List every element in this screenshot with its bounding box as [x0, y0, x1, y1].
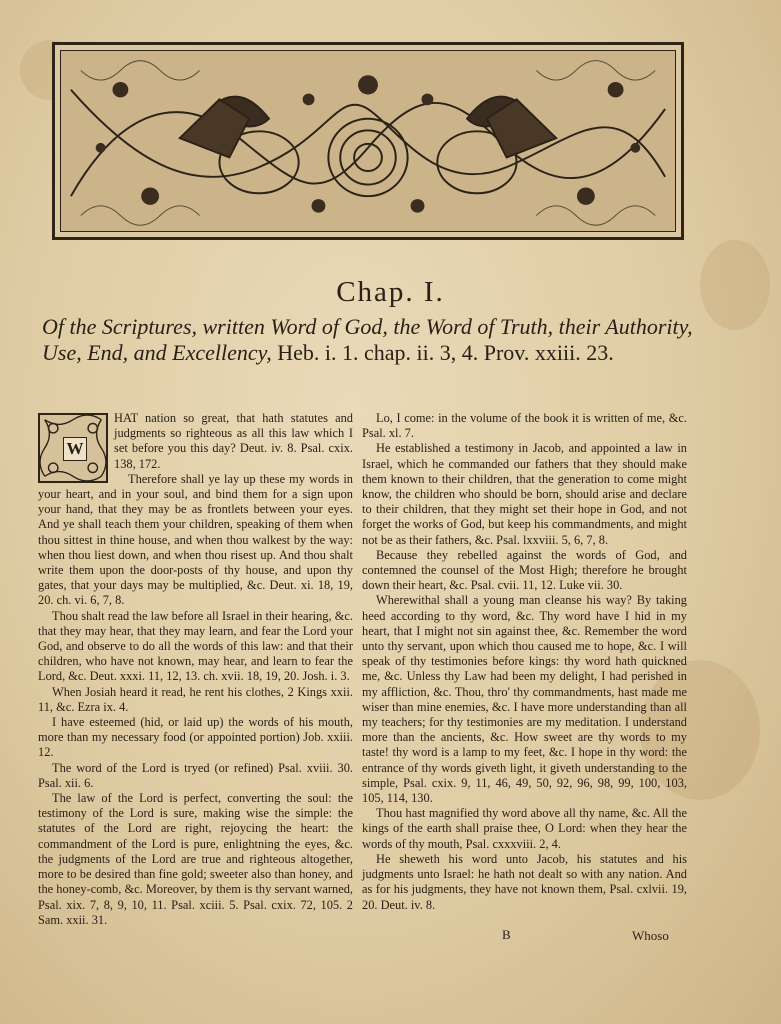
chapter-title: Chap. I. [336, 276, 445, 308]
paragraph: He sheweth his word unto Jacob, his statutes and his judgments unto Israel: he hath not dealt so with any nation. And as for his judgments, they have not known them, Psal. cxlvii. 19, 20. Deut. iv. 8. [362, 851, 687, 912]
catchword: Whoso [632, 928, 669, 943]
paragraph: The law of the Lord is perfect, converting the soul: the testimony of the Lord is sure, making wise the simple: the statutes of the Lord are right, rejoycing the heart: the commandment of the Lord is pure, enlightning the eyes, &c. the judgments of the Lord are true and righteous altogether, more to be desired than fine gold; sweeter also than honey, and the honey-comb, &c. Moreover, by them is thy servant warned, Psal. xix. 7, 8, 9, 10, 11. Psal. xciii. 5. Psal. cxix. 72, 105. 2 Sam. xxii. 31. [38, 791, 353, 927]
subtitle-italic: Of the Scriptures, written Word of God, the Word of Truth, their Authority, Use, End, and Excellency, [42, 314, 693, 365]
paragraph: Therefore shall ye lay up these my words in your heart, and in your soul, and bind them for a sign upon your hand, that they may be as frontlets between your eyes. And ye shall teach them your children, speaking of them when thou sittest in thine house, and when thou walkest by the way: when thou liest down, and when thou risest up. And thou shalt write them upon the door-posts of thy house, and upon thy gates, that your days may be multiplied, &c. Deut. xi. 18, 19, 20. ch. vi. 6, 7, 8. [38, 471, 353, 608]
initial-letter: W [63, 437, 87, 461]
signature-mark: B [502, 927, 511, 942]
left-column [38, 411, 353, 928]
paragraph: Because they rebelled against the words of God, and contemned the counsel of the Most High; therefore he brought down their heart, &c. Psal. cvii. 11, 12. Luke vii. 30. [362, 547, 687, 593]
headpiece-ornament [61, 51, 675, 231]
decorative-initial [38, 413, 108, 483]
subtitle-references: Heb. i. 1. chap. ii. 3, 4. Prov. xxiii. 23. [277, 340, 614, 365]
paragraph: Thou hast magnified thy word above all thy name, &c. All the kings of the earth shall praise thee, O Lord: when they hear the words of thy mouth, Psal. cxxxviii. 2, 4. [362, 806, 687, 851]
chapter-subtitle [42, 314, 732, 366]
paragraph: HAT nation so great, that hath statutes and judgments so righteous as all this law which I set before you this day? Deut. iv. 8. Psal. cxix. 138, 172. [114, 411, 353, 471]
right-column [362, 411, 687, 913]
paragraph: I have esteemed (hid, or laid up) the words of his mouth, more than my necessary food (or appointed portion) Job. xxiii. 12. [38, 715, 353, 760]
paragraph: Lo, I come: in the volume of the book it is written of me, &c. Psal. xl. 7. [362, 411, 687, 441]
engraved-headpiece [52, 42, 684, 240]
paragraph: He established a testimony in Jacob, and appointed a law in Israel, which he commanded our fathers that they should make them known to their children, that the generation to come might know, the children who should be born, should arise and declare to their children, that they might set their hope in God, and not forget the works of God, but keep his commandments, and might not be as their fathers, &c. Psal. lxxviii. 5, 6, 7, 8. [362, 441, 687, 547]
paragraph: The word of the Lord is tryed (or refined) Psal. xviii. 30. Psal. xii. 6. [38, 760, 353, 790]
paragraph: Wherewithal shall a young man cleanse his way? By taking heed according to thy word, &c. Thy word have I hid in my heart, that I might not sin against thee, &c. Remember the word unto thy servant, upon which thou caused me to hope, &c. I will speak of thy testimonies before kings: thy word hath quickned me, &c. Unless thy Law had been my delight, I had perished in my affliction, &c. Thou, thro' thy commandments, hast made me wiser than mine enemies, &c. I have more understanding than all my teachers; for thy testimonies are my meditation. I understand more than the ancients, &c. How sweet are thy words to my taste! thy word is a lamp to my feet, &c. I hope in thy word: the entrance of thy words giveth light, it giveth understanding to the simple, Psal. cxix. 9, 11, 46, 49, 50, 92, 96, 98, 99, 100, 103, 105, 114, 130. [362, 593, 687, 806]
paragraph: Thou shalt read the law before all Israel in their hearing, &c. that they may hear, that they may learn, and fear the Lord your God, and observe to do all the words of this law: and that their children, who have not known, may hear, and learn to fear the Lord, &c. Deut. xxxi. 11, 12, 13. ch. xvii. 18, 19, 20. Josh. i. 3. [38, 608, 353, 684]
paragraph: When Josiah heard it read, he rent his clothes, 2 Kings xxii. 11, &c. Ezra ix. 4. [38, 684, 353, 714]
